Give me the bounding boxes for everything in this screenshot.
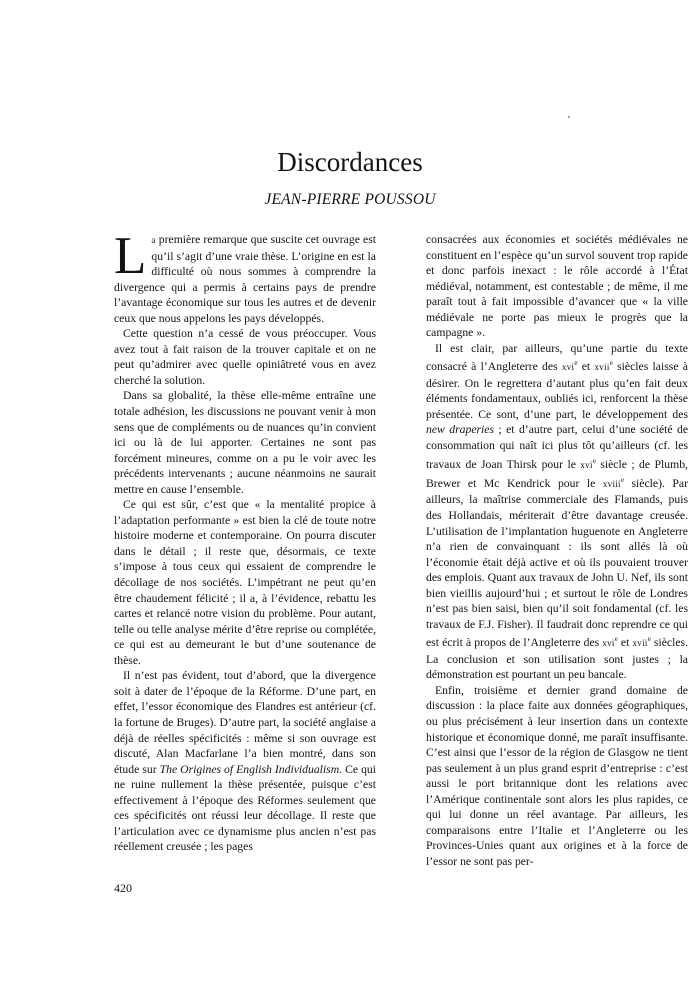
superscript: e [620,475,624,484]
paragraph-5-text-a: Il n’est pas évident, tout d’abord, que la divergence soit à dater de l’époque de la Réforme. D’une part, en effet, l’essor économique des Flandres est antérieur (cf. la fortune de Bruges). D’autre part, la société anglaise a déjà de réelles spécificités : même si son ouvrage est discuté, Alan Macfarlane l’a bien montré, dans son étude sur [114,669,376,776]
p7-text-c: siècles laisse à désirer. On le regrettera d’autant plus qu’en fait deux éléments fondamentaux, oubliés ici, renforcent la thèse présentée. Ce sont, d’une part, le développement des [426,360,688,421]
superscript: e [614,635,618,644]
superscript: e [647,635,651,644]
paragraph-8: Enfin, troisième et dernier grand domaine de discussion : la place faite aux données géographiques, ou plus précisément à leur insertion dans un contexte historique et économique donné, me paraît insuffisante. C’est ainsi que l’essor de la région de Glasgow ne tient pas seulement à un plus grand esprit d’entreprise : c’est aussi le port britannique dont les relations avec l’Amérique continentale sont alors les plus rapides, ce qui lui donne un réel avantage. Par ailleurs, les comparaisons entre l’Italie et l’Angleterre ou les Provinces-Unies quant aux origines et à la force de l’essor ne sont pas per- [426,683,688,868]
p7-text-h: siècles. La conclusion et son utilisation sont justes ; la démonstration est pourtant un peu bancale. [426,636,689,682]
paragraph-1-text: première remarque que suscite cet ouvrage est qu’il s’agit d’une vraie thèse. L’origine en est la difficulté où nous sommes à comprendre la divergence qui a permis à certains pays de prendre l’avantage économique sur tous les autres et de devenir ceux que nous appelons les pays développés. [114,233,376,325]
text-column-left [114,227,377,855]
paragraph-1 [114,227,376,326]
superscript: e [592,456,596,465]
text-column-right [426,232,688,869]
article-author: JEAN-PIERRE POUSSOU [264,191,436,208]
century-small-caps: xvi [561,362,575,373]
p7-text-b: et [577,360,595,374]
paragraph-6: consacrées aux économies et sociétés médiévales ne constituent en l’espèce qu’un survol souvent trop rapide et donc parfois inexact : le rôle accordé à l’État médiéval, notamment, est contestable ; de même, il me paraît tout à fait impossible d’avancer que « la ville médiévale ne porte pas mieux le progrès que la campagne ». [426,233,688,340]
paragraph-3: Dans sa globalité, la thèse elle-même entraîne une totale adhésion, les discussions ne pouvant venir à mon sens que de compléments ou de nuances qu’in convient ici ou là de lui apporter. Certaines ne sont pas forcément mineures, comme on a pu le voir avec les précédents intervenants ; aucune néanmoins ne saurait mettre en cause l’ensemble. [114,389,376,496]
paragraph-7 [426,341,688,683]
century-small-caps: xvii [594,362,610,373]
article-title: Discordances [277,147,423,177]
drop-cap: L [114,227,147,285]
italic-term: new draperies [426,423,495,437]
p7-text-d: ; et d’autre part, celui d’une société de consommation qui naît ici plus tôt qu’ailleurs (cf. les travaux de Joan Thirsk pour le [426,423,689,471]
superscript: e [609,359,613,368]
century-small-caps: xviii [602,478,621,489]
paragraph-5-text-b: . Ce qui ne ruine nullement la thèse présentée, puisque c’est effectivement à l’époque des Réformes seulement que ces spécificités ont réussi leur décollage. Il reste que l’articulation avec ce dynamisme plus ancien n’est pas réellement creusée ; les pages [114,762,377,854]
p7-text-a: Il est clair, par ailleurs, qu’une partie du texte consacré à l’Angleterre des [426,341,688,374]
paragraph-5 [114,668,376,855]
page-number: 420 [114,881,132,895]
century-small-caps: xvii [632,638,648,649]
century-small-caps: xvi [602,638,615,649]
p7-text-g: et [617,636,633,650]
p7-text-f: siècle). Par ailleurs, la maîtrise commerciale des Flamands, puis des Hollandais, mériterait d’être davantage creusée. L’utilisation de l’implantation huguenote en Angleterre n’a rien de convainquant : ils sont allés là où l’économie était déjà active et où ils pouvaient trouver des emplois. Quant aux travaux de John U. Nef, ils sont bien vieillis aujourd’hui ; et surtout le rôle de Londres n’est pas bien saisi, bien qu’il soit fondamental (cf. les travaux de F.J. Fisher). Il faudrait donc reprendre ce qui est écrit à propos de l’Angleterre des [426,476,688,650]
century-small-caps: xvi [580,459,593,470]
scan-speck [568,116,570,118]
paragraph-2: Cette question n’a cessé de vous préoccuper. Vous avez tout à fait raison de la trouver capitale et on ne peut qu’admirer avec quelle opiniâtreté vous en avez cherché la solution. [114,327,376,387]
paragraph-4: Ce qui est sûr, c’est que « la mentalité propice à l’adaptation performante » est bien la clé de toute notre histoire moderne et contemporaine. On pourra discuter dans le détail ; il reste que, désormais, ce texte s’impose à tous ceux qui essaient de comprendre le décollage de nos sociétés. L’impétrant ne peut qu’en être chaudement félicité ; il a, à l’évidence, rebattu les cartes et relancé notre vision du problème. Pour autant, telle ou telle analyse mérite d’être reprise ou complétée, ce qui est au demeurant le but d’une soutenance de thèse. [114,498,376,667]
p7-text-e: siècle ; de Plumb, Brewer et Mc Kendrick pour le [426,457,688,490]
small-caps-lead: a [151,235,156,245]
superscript: e [574,359,578,368]
book-title: The Origines of English Individualism [159,762,340,776]
